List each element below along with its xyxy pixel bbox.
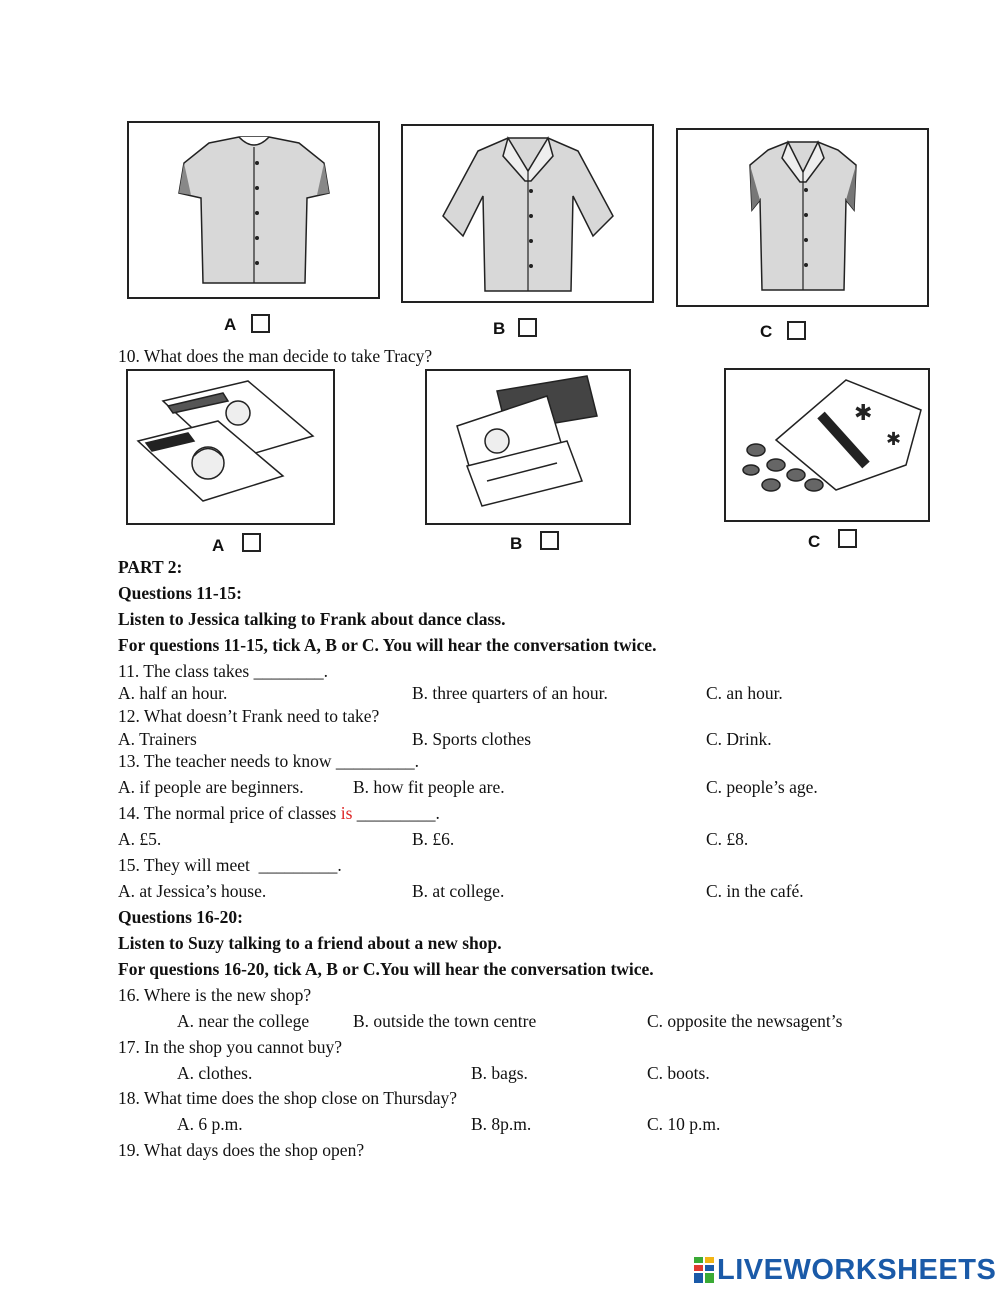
option-label-a: A [224,315,237,334]
svg-text:✱: ✱ [886,429,902,449]
question-14: 14. The normal price of classes is _________. [118,803,440,823]
question-11: 11. The class takes ________. [118,661,328,681]
section-header-16-20: Questions 16-20: [118,907,243,927]
answer-17-b[interactable]: B. bags. [471,1063,528,1083]
sleeveless-shirt-icon [678,130,927,305]
answer-13-b[interactable]: B. how fit people are. [353,777,505,797]
image-frame-c-sweets [724,368,930,522]
answer-18-a[interactable]: A. 6 p.m. [177,1114,243,1134]
answer-15-b[interactable]: B. at college. [412,881,505,901]
answer-16-b[interactable]: B. outside the town centre [353,1011,537,1031]
answer-18-b[interactable]: B. 8p.m. [471,1114,532,1134]
question-10: 10. What does the man decide to take Tracy? [118,346,433,366]
tick-box-q10-a[interactable] [242,533,261,552]
section-instruction-11-15: For questions 11-15, tick A, B or C. You will hear the conversation twice. [118,635,657,655]
section-header-11-15: Questions 11-15: [118,583,242,603]
answer-14-c[interactable]: C. £8. [706,829,749,849]
question-13: 13. The teacher needs to know _________. [118,751,419,771]
answer-15-a[interactable]: A. at Jessica’s house. [118,881,267,901]
answer-13-c[interactable]: C. people’s age. [706,777,818,797]
option-label-c: C [808,532,821,551]
magazines-icon [128,371,333,523]
part-title: PART 2: [118,557,183,577]
question-17: 17. In the shop you cannot buy? [118,1037,343,1057]
image-frame-b-shirt [401,124,654,303]
logo-text: LIVEWORKSHEETS [717,1253,997,1286]
image-frame-a-shirt [127,121,380,299]
answer-11-c[interactable]: C. an hour. [706,683,783,703]
answer-16-a[interactable]: A. near the college [177,1011,310,1031]
question-18: 18. What time does the shop close on Thursday? [118,1088,458,1108]
section-intro-11-15: Listen to Jessica talking to Frank about dance class. [118,609,506,629]
answer-11-a[interactable]: A. half an hour. [118,683,228,703]
cassette-tapes-icon [427,371,629,523]
answer-17-c[interactable]: C. boots. [647,1063,710,1083]
tick-box-q9-b[interactable] [518,318,537,337]
answer-16-c[interactable]: C. opposite the newsagent’s [647,1011,843,1031]
section-instruction-16-20: For questions 16-20, tick A, B or C.You will hear the conversation twice. [118,959,654,979]
option-label-b: B [510,534,523,553]
answer-15-c[interactable]: C. in the café. [706,881,804,901]
image-frame-a-magazines [126,369,335,525]
option-label-a: A [212,536,225,555]
section-intro-16-20: Listen to Suzy talking to a friend about a new shop. [118,933,502,953]
answer-18-c[interactable]: C. 10 p.m. [647,1114,721,1134]
image-frame-b-cassettes [425,369,631,525]
answer-13-a[interactable]: A. if people are beginners. [118,777,304,797]
option-label-b: B [493,319,506,338]
answer-17-a[interactable]: A. clothes. [177,1063,253,1083]
image-frame-c-shirt [676,128,929,307]
option-label-c: C [760,322,773,341]
answer-12-a[interactable]: A. Trainers [118,729,197,749]
liveworksheets-logo [694,1255,996,1285]
short-sleeve-blouse-icon [129,123,378,297]
question-16: 16. Where is the new shop? [118,985,312,1005]
question-19: 19. What days does the shop open? [118,1140,365,1160]
svg-text:✱: ✱ [854,400,873,425]
tick-box-q9-c[interactable] [787,321,806,340]
answer-11-b[interactable]: B. three quarters of an hour. [412,683,608,703]
question-12: 12. What doesn’t Frank need to take? [118,706,380,726]
tick-box-q10-b[interactable] [540,531,559,550]
answer-14-b[interactable]: B. £6. [412,829,455,849]
question-15: 15. They will meet _________. [118,855,342,875]
answer-12-b[interactable]: B. Sports clothes [412,729,532,749]
tick-box-q9-a[interactable] [251,314,270,333]
sweets-bag-icon [726,370,928,520]
answer-12-c[interactable]: C. Drink. [706,729,772,749]
collared-shirt-icon [403,126,652,301]
tick-box-q10-c[interactable] [838,529,857,548]
liveworksheets-logo-icon [694,1257,714,1283]
answer-14-a[interactable]: A. £5. [118,829,162,849]
